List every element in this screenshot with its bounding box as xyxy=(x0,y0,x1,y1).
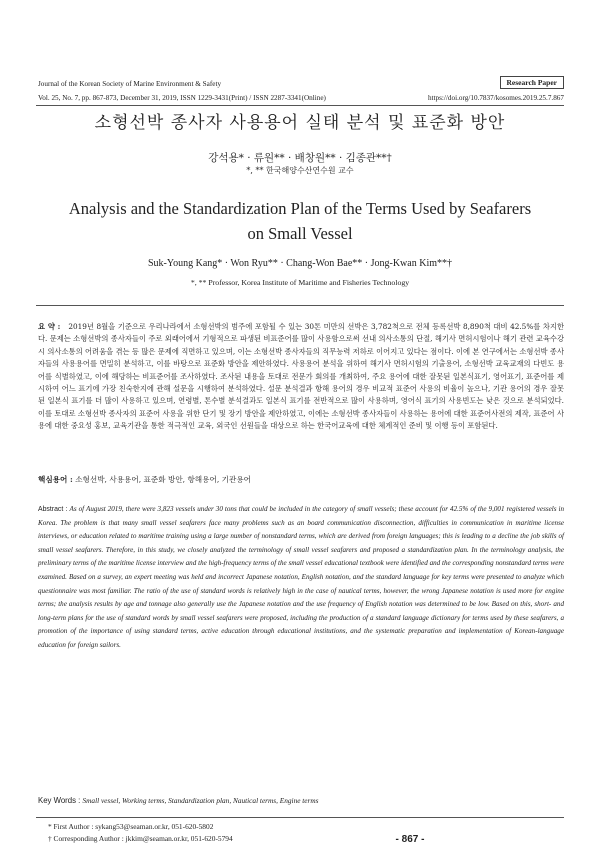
korean-keywords-text: 소형선박, 사용용어, 표준화 방안, 항해용어, 기관용어 xyxy=(75,475,251,484)
corresponding-author-footnote: † Corresponding Author : jkkim@seaman.or.kr, 051-620-5794 xyxy=(48,834,233,843)
journal-name: Journal of the Korean Society of Marine Environment & Safety xyxy=(38,80,222,88)
korean-abstract-text: 2019년 8월을 기준으로 우리나라에서 소형선박의 범주에 포함될 수 있는 30톤 미만의 선박은 3,782척으로 전체 등록선박 8,890척 대비 42.5%를 차지한다. 문제는 소형선박의 종사자들이 주로 외래어에서 기형적으로 파생된 비표준어를 많이 사용함으로써 선내 의사소통의 단절, 해기사 면허시험이나 해기 관련 교육수강 시 의사소통의 어려움을 겪는 등 많은 문제에 직면하고 있으며, 이는 소형선박 종사자들의 직무능력 저하로 이어지고 있다는 점이다. 이에 본 연구에서는 소형선박 종사자들의 사용용어를 면밀히 분석하고, 이를 바탕으로 표준화 방안을 제안하였다. 사용용어 분석을 위하여 해기사 면허시험의 기출용어, 소형선박 교육교재의 다빈도 용어를 식별하였고, 이에 해당하는 비표준어를 조사하였다. 조사된 내용을 토대로 전문가 회의를 개최하여, 주요 용어에 대한 잘못된 일본식표기, 영어표기, 표준어를 제시하여 어느 표기에 가장 친숙한지에 관해 설문을 시행하여 분석하였다. 설문 분석결과 항해 용어의 경우 비교적 표준어 사용의 비율이 높으나, 기관 용어의 경우 잘못된 일본식 표기를 더 많이 사용하고 있으며, 연령별, 톤수별 분석결과도 일본식 표기를 전반적으로 많이 사용하며, 영어식 표기의 사용빈도는 낮은 것으로 분석되었다. 이를 토대로 소형선박 종사자의 표준어 사용을 위한 단기 및 장기 방안을 제안하였고, 이에는 소형선박 종사자들이 사용하는 용어에 대한 표준어사전의 제작, 표준어 사용에 대한 중요성 홍보, 교육기관을 통한 적극적인 교육, 외국인 선원들을 대상으로 하는 한국어교육에 대한 체계적인 준비 및 이행 등이 포함된다. xyxy=(38,322,564,431)
doi-link[interactable]: https://doi.org/10.7837/kosomes.2019.25.7.867 xyxy=(427,94,564,102)
korean-affiliation: *, ** 한국해양수산연수원 교수 xyxy=(246,166,354,175)
english-authors: Suk-Young Kang* · Won Ryu** · Chang-Won Bae** · Jong-Kwan Kim**† xyxy=(148,258,452,269)
volume-info: Vol. 25, No. 7, pp. 867-873, December 31, 2019, ISSN 1229-3431(Print) / ISSN 2287-3341(Online) xyxy=(38,94,326,102)
abstract-top-rule xyxy=(36,305,564,306)
korean-keywords-label: 핵심용어 : xyxy=(38,475,73,484)
first-author-footnote: * First Author : sykang53@seaman.or.kr, 051-620-5802 xyxy=(48,822,214,831)
english-title: Analysis and the Standardization Plan of the Terms Used by Seafarers on Small Vessel xyxy=(68,199,532,243)
english-affiliation: *, ** Professor, Korea Institute of Maritime and Fisheries Technology xyxy=(190,278,410,287)
research-paper-badge: Research Paper xyxy=(500,76,564,89)
korean-keywords xyxy=(38,474,251,485)
korean-abstract xyxy=(38,321,564,433)
korean-abstract-label: 요 약 : xyxy=(38,322,61,331)
english-keywords xyxy=(38,796,319,805)
english-abstract-text: As of August 2019, there were 3,823 vessels under 30 tons that could be included in the category of small vessels; these account for 42.5% of the 9,001 registered vessels in Korea. The problem is that many small vessel seafarers face many problems such as an board communication disconnection, difficulties in communication in maritime license interviews, or education related to maritime training using a large number of nonstandard terms, which are derived from foreign languages; this is leading to a decline the job skills of small vessel seafarers. Therefore, in this study, we closely analyzed the terminology of small vessel seafarers and proposed a standardization plan. In the terminology analysis, the preliminary terms of the maritime license interview and the high-frequency terms of the small vessel educational textbook were identified and the corresponding nonstandard terms were examined. Based on a survey, an expert meeting was held and incorrect Japanese notation, English notation, and the standard language for key terms were presented to analyze which questionnaire was most familiar. The ratio of the use of standard words is relatively high in the case of nautical terms, however, the wrong Japanese notation is used more for engine terms; the analysis results by age and tonnage also generally use the Japanese notation and the use frequency of English notation was determined to be low. Based on this, short- and long-term plans for the use of standard words by small vessel seafarers were proposed, including the production of a standard language dictionary for terms used by these seafarers, a promotion of the importance of using standard terms, active education through educational institutions, and the systematic preparation and implementation of Korean-language education for foreign sailors. xyxy=(38,505,564,649)
english-keywords-text: Small vessel, Working terms, Standardization plan, Nautical terms, Engine terms xyxy=(82,796,319,805)
header-rule xyxy=(36,105,564,106)
english-abstract-label: Abstract : xyxy=(38,506,68,513)
korean-authors: 강석용* · 류원** · 배창원** · 김종관**† xyxy=(208,152,392,164)
english-abstract xyxy=(38,503,564,653)
korean-title: 소형선박 종사자 사용용어 실태 분석 및 표준화 방안 xyxy=(94,113,506,133)
english-keywords-label: Key Words : xyxy=(38,796,81,805)
abstract-bottom-rule xyxy=(36,817,564,818)
page-number: - 867 - xyxy=(395,834,425,845)
